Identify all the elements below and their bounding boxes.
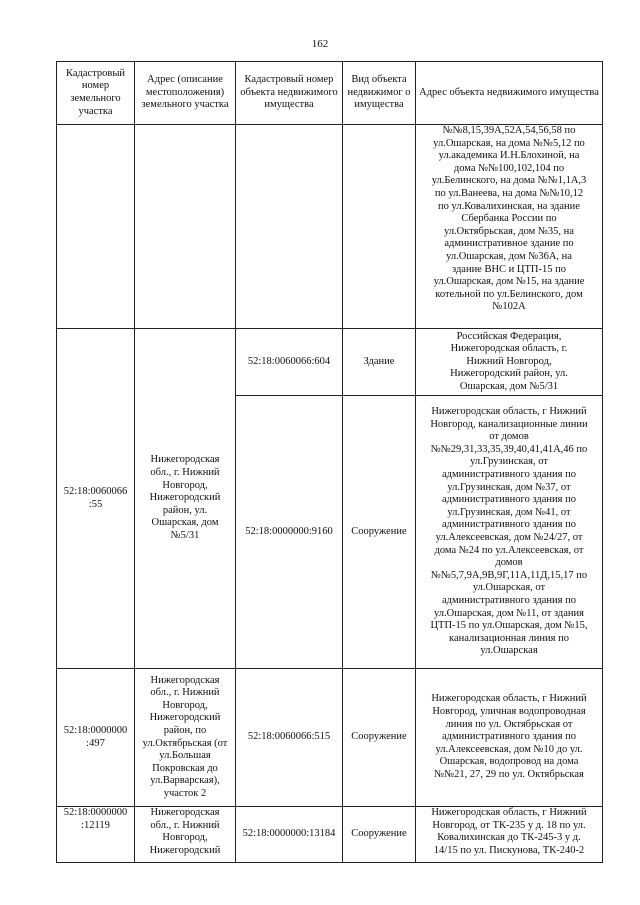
land-cadastral-number-cell: 52:18:0000000 :497 (57, 669, 135, 807)
table-cell (135, 125, 236, 329)
land-address-cell: Нижегородская обл., г. Нижний Новгород, Нижегородский район, по ул.Октябрьская (от ул.Большая Покровская до ул.Варварская), участок 2 (135, 669, 236, 807)
object-cadastral-number-cell: 52:18:0000000:9160 (236, 396, 343, 669)
header-land-cadastral-number: Кадастровый номер земельного участка (57, 62, 135, 125)
object-address-cell: Нижегородская область, г Нижний Новгород, от ТК-235 у д. 18 по ул. Ковалихинская до ТК-245-3 у д. 14/15 по ул. Пискунова, ТК-240-2 (416, 807, 603, 863)
table-header-row (57, 62, 603, 125)
page-number: 162 (311, 38, 329, 50)
object-cadastral-number-cell: 52:18:0060066:604 (236, 329, 343, 396)
table-row (57, 807, 603, 863)
header-object-cadastral-number: Кадастровый номер объекта недвижимого имущества (236, 62, 343, 125)
header-object-address: Адрес объекта недвижимого имущества (416, 62, 603, 125)
table-cell (343, 125, 416, 329)
object-kind-cell: Сооружение (343, 396, 416, 669)
land-cadastral-number-cell: 52:18:0060066 :55 (57, 329, 135, 669)
land-cadastral-number-cell: 52:18:0000000 :12119 (57, 807, 135, 863)
land-address-cell: Нижегородская обл., г. Нижний Новгород, Нижегородский (135, 807, 236, 863)
object-kind-cell: Здание (343, 329, 416, 396)
object-address-cell: Нижегородская область, г Нижний Новгород, канализационные линии от домов №№29,31,33,35,39,40,41,41А,46 по ул.Грузинская, от административного здания по ул.Грузинская, дом №37, от административного здания по ул.Грузинская, дом №41, от административного здания по ул.Алексеевская, дом №24/27, от дома №24 по ул.Алексеевская, от домов №№5,7,9А,9В,9Г,11А,11Д,15,17 по ул.Ошарская, от административного здания по ул.Ошарская, дом №11, от здания ЦТП-15 по ул.Ошарская, дом №15, канализационная линия по ул.Ошарская (416, 396, 603, 669)
header-land-address: Адрес (описание местоположения) земельного участка (135, 62, 236, 125)
object-address-cell: №№8,15,39А,52А,54,56,58 по ул.Ошарская, на дома №№5,12 по ул.академика И.Н.Блохиной, на дома №№100,102,104 по ул.Белинского, на дома №№1,1А,3 по ул.Ванеева, на дома №№10,12 по ул.Ковалихинская, на здание Сбербанка России по ул.Октябрьская, дом №35, на административное здание по ул.Ошарская, дом №36А, на здание ВНС и ЦТП-15 по ул.Ошарская, дом №15, на здание котельной по ул.Белинского, дом №102А (416, 125, 603, 329)
table-row (57, 125, 603, 329)
object-kind-cell: Сооружение (343, 669, 416, 807)
table-row (57, 669, 603, 807)
property-table (56, 61, 603, 863)
table-cell (236, 125, 343, 329)
object-cadastral-number-cell: 52:18:0060066:515 (236, 669, 343, 807)
land-address-cell: Нижегородская обл., г. Нижний Новгород, Нижегородский район, ул. Ошарская, дом №5/31 (135, 329, 236, 669)
object-address-cell: Российская Федерация, Нижегородская область, г. Нижний Новгород, Нижегородский район, ул. Ошарская, дом №5/31 (416, 329, 603, 396)
object-address-cell: Нижегородская область, г Нижний Новгород, уличная водопроводная линия по ул. Октябрьская от административного здания по ул.Алексеевская, дом №10 до ул. Ошарская, водопровод на дома №№21, 27, 29 по ул. Октябрьская (416, 669, 603, 807)
table-cell (57, 125, 135, 329)
table-row (57, 329, 603, 396)
header-object-kind: Вид объекта недвижимог о имущества (343, 62, 416, 125)
object-kind-cell: Сооружение (343, 807, 416, 863)
object-cadastral-number-cell: 52:18:0000000:13184 (236, 807, 343, 863)
